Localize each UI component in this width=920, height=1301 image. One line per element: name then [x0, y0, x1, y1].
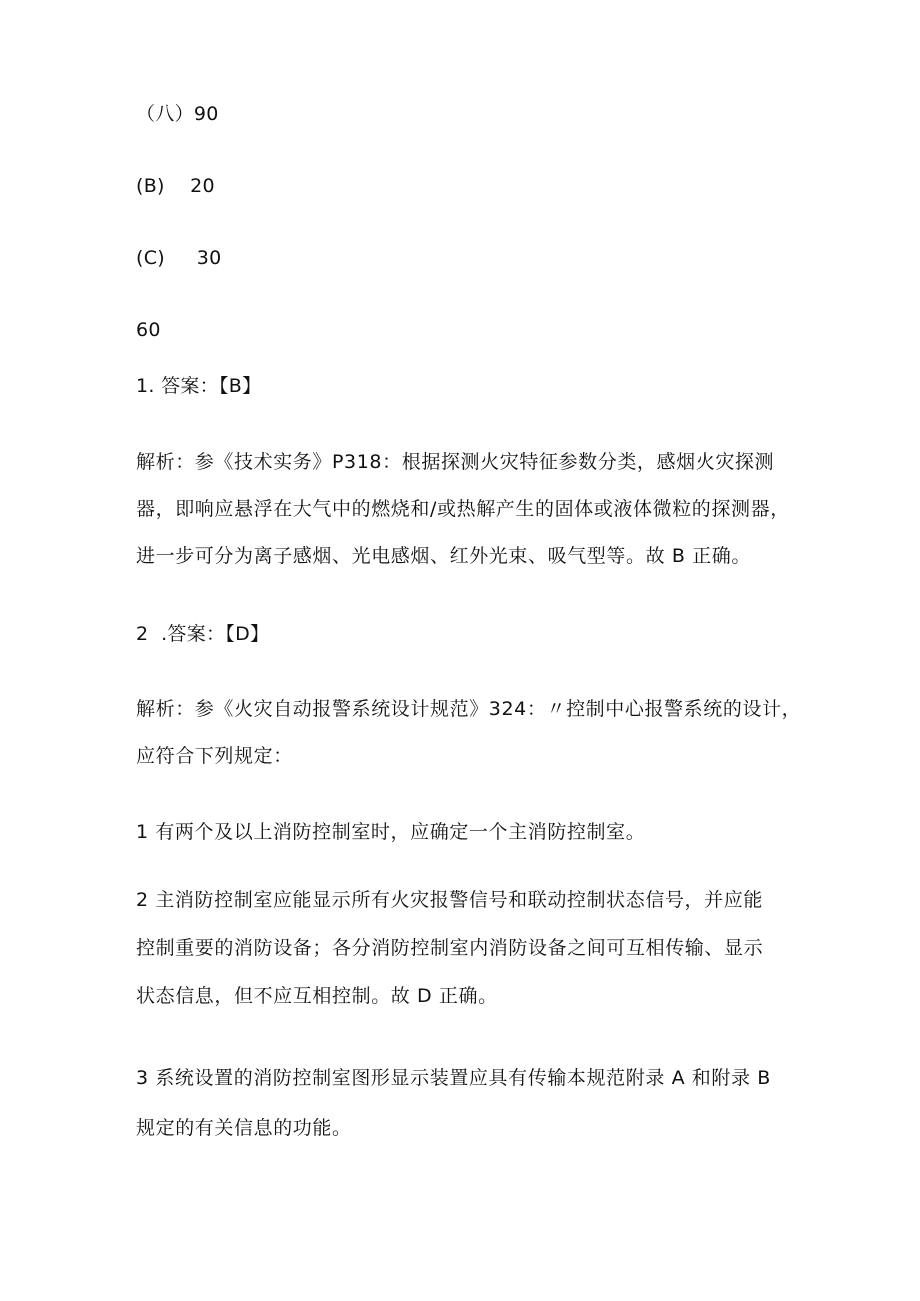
option-b: (B) 20 [136, 175, 215, 197]
rule-2-line: 2 主消防控制室应能显示所有火灾报警信号和联动控制状态信号，并应能 [136, 889, 763, 911]
option-a: （八）90 [136, 103, 219, 125]
answer-1-line: 解析：参《技术实务》P318：根据探测火灾特征参数分类，感烟火灾探测 [136, 451, 775, 473]
rule-3-line: 3 系统设置的消防控制室图形显示装置应具有传输本规范附录 A 和附录 B [136, 1067, 771, 1089]
option-c: (C) 30 [136, 247, 222, 269]
rule-2-line: 控制重要的消防设备；各分消防控制室内消防设备之间可互相传输、显示 [136, 937, 764, 959]
rule-2-line: 状态信息，但不应互相控制。故 D 正确。 [136, 985, 498, 1007]
answer-2-intro-line: 应符合下列规定： [136, 745, 293, 767]
answer-1-line: 进一步可分为离子感烟、光电感烟、红外光束、吸气型等。故 B 正确。 [136, 545, 751, 567]
rule-3-line: 规定的有关信息的功能。 [136, 1117, 352, 1139]
answer-1-line: 器，即响应悬浮在大气中的燃烧和/或热解产生的固体或液体微粒的探测器， [136, 498, 790, 520]
answer-2-intro-line: 解析：参《火灾自动报警系统设计规范》324：〃控制中心报警系统的设计， [136, 698, 802, 720]
option-d: 60 [136, 319, 161, 341]
answer-1-heading: 1. 答案：【B】 [136, 375, 262, 397]
answer-2-heading: 2 .答案：【D】 [136, 623, 270, 645]
rule-1: 1 有两个及以上消防控制室时，应确定一个主消防控制室。 [136, 821, 646, 843]
